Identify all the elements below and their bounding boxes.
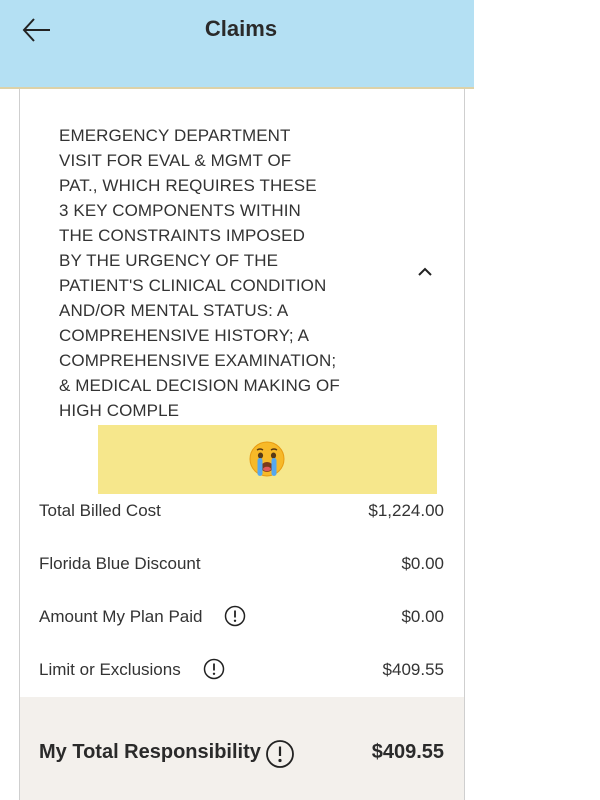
description-line: THE CONSTRAINTS IMPOSED (59, 226, 305, 245)
cost-row-discount (20, 550, 464, 580)
cost-label: Total Billed Cost (39, 501, 161, 520)
info-circle-icon[interactable] (265, 739, 295, 769)
info-circle-icon[interactable] (224, 605, 246, 627)
cost-value: $0.00 (401, 607, 444, 626)
total-value: $409.55 (371, 741, 444, 763)
cost-label: Limit or Exclusions (39, 660, 181, 679)
info-circle-icon[interactable] (203, 658, 225, 680)
cost-value: $409.55 (382, 660, 444, 679)
description-line: PATIENT'S CLINICAL CONDITION (59, 276, 327, 295)
cost-value: $1,224.00 (368, 501, 444, 520)
description-line: VISIT FOR EVAL & MGMT OF (59, 151, 292, 170)
page-title: Claims (204, 16, 278, 41)
service-description (59, 123, 359, 423)
cost-label: Amount My Plan Paid (39, 607, 203, 626)
description-line: PAT., WHICH REQUIRES THESE (59, 176, 317, 195)
cost-row-total-billed (20, 497, 464, 527)
cost-value: $0.00 (401, 554, 444, 573)
description-line: COMPREHENSIVE EXAMINATION; (59, 351, 337, 370)
total-label: My Total Responsibility (39, 741, 261, 763)
description-line: AND/OR MENTAL STATUS: A (59, 301, 289, 320)
claim-detail-card (19, 89, 465, 800)
description-line: BY THE URGENCY OF THE (59, 251, 279, 270)
description-line: 3 KEY COMPONENTS WITHIN (59, 201, 301, 220)
highlight-overlay (98, 425, 437, 494)
description-line: EMERGENCY DEPARTMENT (59, 126, 291, 145)
collapse-button[interactable] (414, 261, 436, 283)
description-line: COMPREHENSIVE HISTORY; A (59, 326, 310, 345)
description-line: & MEDICAL DECISION MAKING OF (59, 376, 340, 395)
total-responsibility-row (20, 697, 464, 800)
description-line: HIGH COMPLE (59, 401, 180, 420)
cost-row-plan-paid (20, 603, 464, 633)
crying-face-emoji (248, 440, 286, 478)
cost-label: Florida Blue Discount (39, 554, 201, 573)
app-header (0, 0, 474, 89)
cost-row-limit-exclusions (20, 656, 464, 686)
chevron-up-icon (414, 261, 436, 283)
